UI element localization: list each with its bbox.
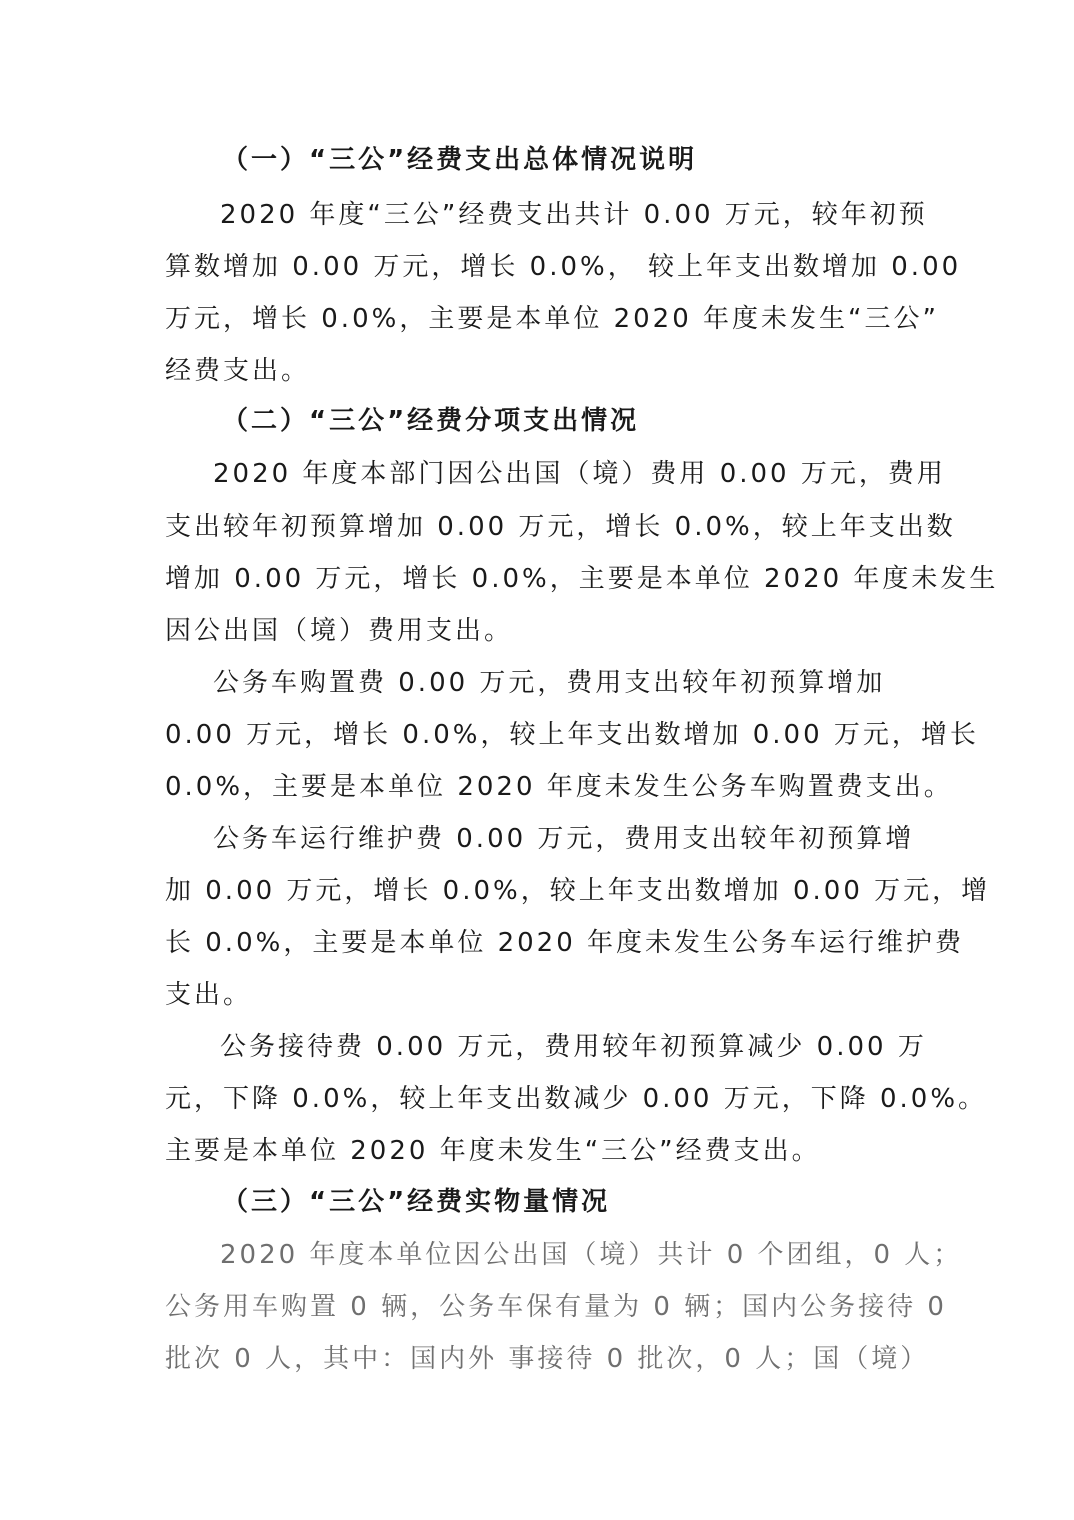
paragraph-line: 公务车运行维护费 0.00 万元，费用支出较年初预算增 (213, 824, 915, 854)
paragraph-line: 长 0.0%，主要是本单位 2020 年度未发生公务车运行维护费 (165, 928, 965, 958)
paragraph-line: 2020 年度本部门因公出国（境）费用 0.00 万元，费用 (213, 459, 946, 489)
paragraph-line: 支出。 (165, 980, 253, 1010)
paragraph-line: 算数增加 0.00 万元，增长 0.0%， 较上年支出数增加 0.00 (165, 252, 962, 282)
paragraph-line: 公务用车购置 0 辆，公务车保有量为 0 辆；国内公务接待 0 (165, 1292, 947, 1322)
paragraph-line: 加 0.00 万元，增长 0.0%，较上年支出数增加 0.00 万元，增 (165, 876, 991, 906)
section-heading-3: （三）“三公”经费实物量情况 (222, 1187, 611, 1217)
paragraph-line: 批次 0 人，其中：国内外 事接待 0 批次，0 人；国（境） (165, 1344, 930, 1374)
section-heading-1: （一）“三公”经费支出总体情况说明 (222, 145, 698, 175)
paragraph-line: 万元，增长 0.0%，主要是本单位 2020 年度未发生“三公” (165, 304, 939, 334)
paragraph-line: 0.0%，主要是本单位 2020 年度未发生公务车购置费支出。 (165, 772, 953, 802)
paragraph-line: 元，下降 0.0%，较上年支出数减少 0.00 万元，下降 0.0%。 (165, 1084, 988, 1114)
paragraph-line: 增加 0.00 万元，增长 0.0%，主要是本单位 2020 年度未发生 (165, 564, 999, 594)
paragraph-line: 公务接待费 0.00 万元，费用较年初预算减少 0.00 万 (220, 1032, 927, 1062)
paragraph-line: 支出较年初预算增加 0.00 万元，增长 0.0%，较上年支出数 (165, 512, 956, 542)
paragraph-line: 2020 年度“三公”经费支出共计 0.00 万元，较年初预 (220, 200, 928, 230)
paragraph-line: 主要是本单位 2020 年度未发生“三公”经费支出。 (165, 1136, 821, 1166)
section-heading-2: （二）“三公”经费分项支出情况 (222, 406, 640, 436)
paragraph-line: 2020 年度本单位因公出国（境）共计 0 个团组，0 人； (220, 1240, 963, 1270)
paragraph-line: 因公出国（境）费用支出。 (165, 616, 514, 646)
paragraph-line: 公务车购置费 0.00 万元，费用支出较年初预算增加 (213, 668, 886, 698)
paragraph-line: 0.00 万元，增长 0.0%，较上年支出数增加 0.00 万元，增长 (165, 720, 979, 750)
paragraph-line: 经费支出。 (165, 356, 311, 386)
